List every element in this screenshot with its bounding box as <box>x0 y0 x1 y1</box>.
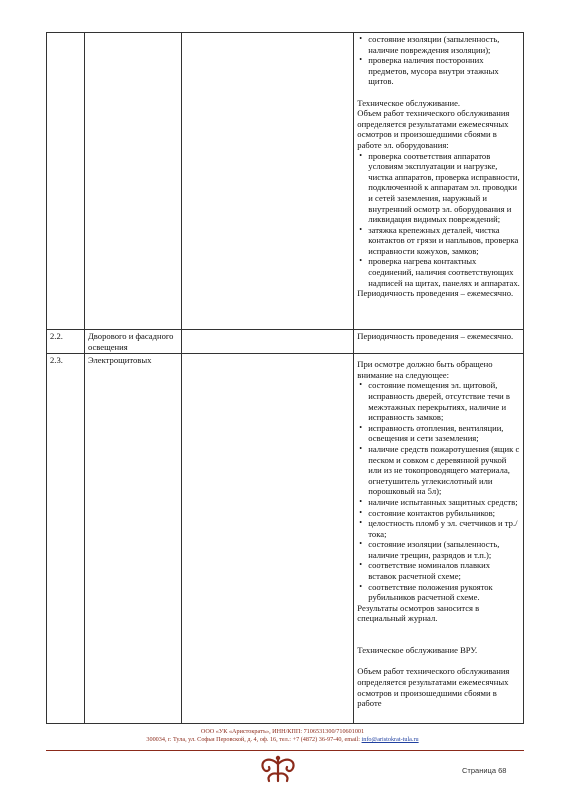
paragraph: Результаты осмотров заносится в специальный журнал. <box>357 602 480 624</box>
paragraph: Объем работ технического обслуживания определяется результатами ежемесячных осмотров и произошедшими сбоями в работе эл. оборудования: <box>357 108 510 150</box>
list-item: • наличие испытанных защитных средств; <box>368 497 520 508</box>
footer-rule <box>46 750 524 751</box>
section-title: Техническое обслуживание. <box>357 97 461 108</box>
list-item: • проверка нагрева контактных соединений, наличия соответствующих надписей на щитах, панелях и аппаратах. <box>368 256 520 288</box>
paragraph: Объем работ технического обслуживания определяется результатами ежемесячных осмотров и произошедшими сбоями в работе <box>357 666 510 709</box>
list-item: • наличие средств пожаротушения (ящик с песком и совком с деревянной ручкой или из не токопроводящего материала, огнетушитель углекислотный или порошковый на 5л); <box>368 444 520 497</box>
list-item: • целостность пломб у эл. счетчиков и тр./тока; <box>368 518 520 539</box>
list-item: • затяжка крепежных деталей, чистка контактов от грязи и наплывов, проверка исправности кожухов, замков; <box>368 225 520 257</box>
cell-empty <box>181 330 353 354</box>
page-number: Страница 68 <box>462 766 507 775</box>
paragraph: При осмотре должно быть обращено внимание на следующее: <box>357 359 493 380</box>
maintenance-table <box>46 32 524 724</box>
list-item: • состояние контактов рубильников; <box>368 508 520 519</box>
bullet-list <box>357 34 520 87</box>
bullet-list <box>357 151 520 289</box>
list-item: • проверка наличия посторонних предметов, мусора внутри этажных щитов. <box>368 55 520 87</box>
list-item: • состояние помещения эл. щитовой, исправность дверей, отсутствие течи в межэтажных перекрытиях, наличие и исправность замков; <box>368 380 520 422</box>
table-row <box>47 330 524 354</box>
cell-empty <box>181 33 353 330</box>
ornament-icon <box>256 754 300 784</box>
cell-empty <box>181 354 353 724</box>
period-text: Периодичность проведения – ежемесячно. <box>354 330 524 354</box>
row-name: Дворового и фасадного освещения <box>84 330 181 354</box>
list-item: • исправность отопления, вентиляции, освещения и сети заземления; <box>368 423 520 444</box>
email-link[interactable]: info@aristokrat-tula.ru <box>361 736 419 743</box>
list-item: • проверка соответствия аппаратов условиям эксплуатации и нагрузке, чистка аппаратов, проверка исправности, подключенной к аппаратам эл. проводки и сетей заземления, наружный и внутренний осмотр эл. оборудования и ликвидация видимых повреждений; <box>368 151 520 225</box>
cell-description <box>354 354 524 724</box>
list-item: • соответствие положения рукояток рубильников расчетной схеме. <box>368 582 520 603</box>
period-text: Периодичность проведения – ежемесячно. <box>357 288 514 299</box>
table-row <box>47 33 524 330</box>
section-title: Техническое обслуживание ВРУ. <box>357 645 478 656</box>
row-number: 2.3. <box>47 354 85 724</box>
row-number: 2.2. <box>47 330 85 354</box>
footer-company: ООО «УК «Аристократъ», ИНН/КПП: 7106531300/710601001 <box>200 728 365 735</box>
bullet-list <box>357 380 520 602</box>
page-footer <box>0 728 565 744</box>
list-item: • соответствие номиналов плавких вставок расчетной схеме; <box>368 560 520 581</box>
cell-name <box>84 33 181 330</box>
cell-num <box>47 33 85 330</box>
footer-address: 300034, г. Тула, ул. Софьи Перовской, д. 4, оф. 16, тел.: +7 (4872) 36-97-40, email: info@aristokrat-tula.ru <box>146 736 419 743</box>
list-item: • состояние изоляции (запыленность, наличие повреждения изоляции); <box>368 34 520 55</box>
list-item: • состояние изоляции (запыленность, наличие трещин, разрядов и т.п.); <box>368 539 520 560</box>
cell-description <box>354 33 524 330</box>
table-row <box>47 354 524 724</box>
row-name: Электрощитовых <box>84 354 181 724</box>
